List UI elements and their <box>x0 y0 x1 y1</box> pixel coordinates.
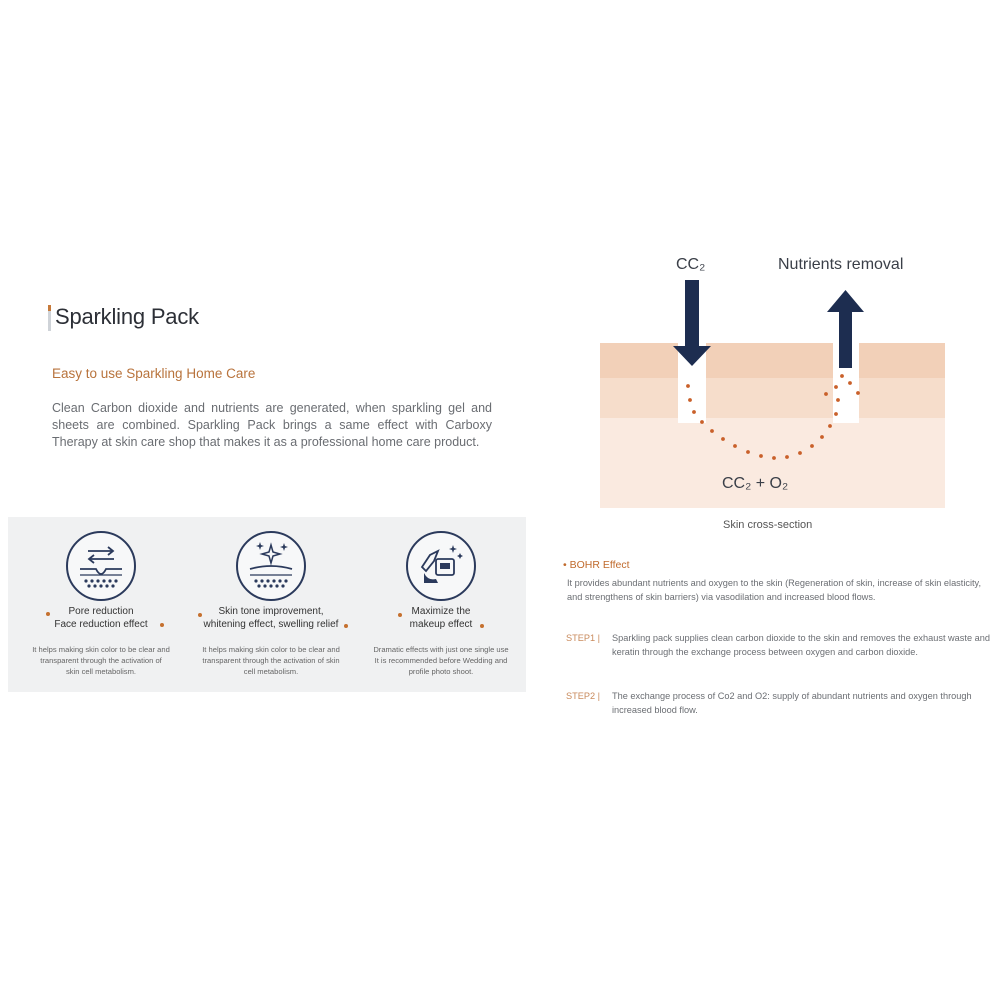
intro-paragraph: Clean Carbon dioxide and nutrients are generated, when sparkling gel and sheets are combined. Sparkling Pack brings a same effect with Carboxy Therapy at skin care shop that makes it as a professional home care product. <box>52 401 492 449</box>
benefit-description: It helps making skin color to be clear and transparent through the activation of skin cell metabolism. <box>202 645 340 676</box>
benefit-description: It helps making skin color to be clear and transparent through the activation of skin cell metabolism. <box>32 645 170 676</box>
benefit-description: Dramatic effects with just one single use It is recommended before Wedding and profile photo shoot. <box>373 645 509 676</box>
pore-reduction-icon <box>66 531 136 601</box>
co2-in-label: CC₂ <box>676 256 706 273</box>
nutrients-removal-label: Nutrients removal <box>778 256 904 273</box>
step-label: STEP2 | <box>566 691 601 701</box>
skin-tone-icon <box>236 531 306 601</box>
skin-layer-top <box>600 343 945 378</box>
diagram-caption: Skin cross-section <box>723 519 813 531</box>
benefit-title: Maximize the makeup effect <box>409 606 473 630</box>
gas-exchange-label: CC₂ + O₂ <box>722 475 789 492</box>
skin-cross-section-diagram <box>598 240 948 515</box>
benefit-title: Pore reduction Face reduction effect <box>54 606 148 630</box>
skin-layer-bottom <box>600 418 945 508</box>
makeup-icon <box>406 531 476 601</box>
title-accent-bar <box>48 305 51 331</box>
bullet-dot <box>344 624 348 628</box>
bohr-effect-heading: • BOHR Effect <box>563 559 630 571</box>
skin-layer-middle <box>600 378 945 418</box>
bullet-dot <box>398 613 402 617</box>
step-label: STEP1 | <box>566 633 601 643</box>
step-text: Sparkling pack supplies clean carbon dioxide to the skin and removes the exhaust waste and keratin through the exchange process between oxygen and carbon dioxide. <box>612 633 990 657</box>
bullet-dot <box>480 624 484 628</box>
bullet-dot <box>198 613 202 617</box>
benefit-title: Skin tone improvement, whitening effect, swelling relief <box>203 606 339 630</box>
page-subtitle: Easy to use Sparkling Home Care <box>52 366 256 381</box>
step-1 <box>566 632 994 660</box>
bullet-dot <box>46 612 50 616</box>
step-2 <box>566 690 994 718</box>
bullet-dot <box>160 623 164 627</box>
bohr-effect-text: It provides abundant nutrients and oxygen to the skin (Regeneration of skin, increase of skin elasticity, and strengthens of skin barriers) via vasodilation and increased blood flows. <box>567 578 982 602</box>
page-title: Sparkling Pack <box>55 304 199 329</box>
step-text: The exchange process of Co2 and O2: supply of abundant nutrients and oxygen through increased blood flow. <box>612 691 972 715</box>
benefits-panel <box>8 517 526 692</box>
